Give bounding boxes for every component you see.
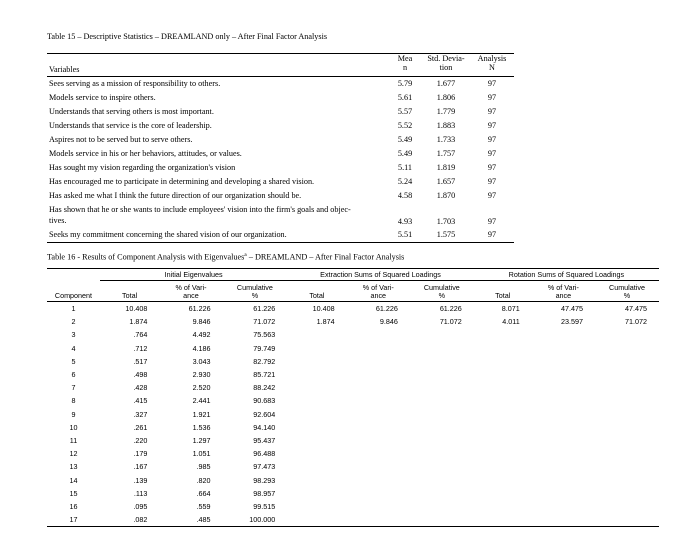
table-16-cell-rotation-cumulative: 47.475 xyxy=(625,304,647,314)
table-16-cell-component: 11 xyxy=(69,435,78,445)
table-16-cell-extraction-total xyxy=(287,487,346,500)
table-16-cell-rotation-pct xyxy=(532,473,595,486)
table-16-cell-initial-total: .764 xyxy=(133,330,148,340)
table-16-cell-rotation-cumulative xyxy=(595,500,659,513)
table-16-cell-rotation-total xyxy=(474,368,532,381)
table-16-cell-rotation-total: 8.071 xyxy=(501,304,520,314)
table-15-cell-variable: Has asked me what I think the future direction of our organization should be. xyxy=(49,191,302,200)
table-16-cell-extraction-cumulative xyxy=(410,408,474,421)
table-16-cell-initial-cumulative: 90.683 xyxy=(253,396,276,406)
table-16-header-extraction-total: Total xyxy=(287,281,346,302)
table-16-cell-extraction-cumulative xyxy=(410,342,474,355)
table-16-cell-rotation-cumulative xyxy=(595,460,659,473)
table-16-cell-rotation-cumulative xyxy=(595,421,659,434)
table-15-cell-analysis-n: 97 xyxy=(487,121,497,130)
table-16-cell-initial-total: .179 xyxy=(133,449,148,459)
table-16-caption-superscript: a xyxy=(244,252,247,258)
table-row xyxy=(47,203,514,228)
table-15-descriptive-statistics xyxy=(47,53,514,243)
table-15-cell-mean: 5.49 xyxy=(397,135,413,144)
table-16-cell-initial-cumulative: 94.140 xyxy=(253,422,276,432)
table-16-cell-initial-cumulative: 85.721 xyxy=(253,370,276,380)
table-16-header-initial-total: Total xyxy=(100,281,159,302)
table-16-cell-rotation-pct xyxy=(532,328,595,341)
table-16-cell-rotation-pct xyxy=(532,408,595,421)
table-16-cell-extraction-total xyxy=(287,368,346,381)
table-16-cell-extraction-cumulative xyxy=(410,487,474,500)
table-16-cell-extraction-pct xyxy=(347,355,410,368)
table-15-cell-variable: Understands that serving others is most important. xyxy=(49,107,214,116)
table-15-header-analysis-n xyxy=(470,54,514,77)
table-16-cell-rotation-cumulative xyxy=(595,434,659,447)
table-16-cell-rotation-total xyxy=(474,394,532,407)
table-16-cell-extraction-total xyxy=(287,381,346,394)
table-16-cell-extraction-pct xyxy=(347,513,410,527)
table-16-cell-component: 3 xyxy=(71,330,76,340)
cum-line2: % xyxy=(251,291,259,300)
table-16-cell-initial-total: .095 xyxy=(133,501,148,511)
table-16-cell-extraction-total xyxy=(287,513,346,527)
table-16-cell-rotation-total xyxy=(474,421,532,434)
table-16-cell-initial-total: .220 xyxy=(133,435,148,445)
table-row xyxy=(47,189,514,203)
table-15-cell-std-deviation: 1.677 xyxy=(436,79,456,88)
table-16-cell-initial-cumulative: 92.604 xyxy=(253,409,276,419)
table-15-cell-mean: 5.79 xyxy=(397,79,413,88)
table-15-cell-analysis-n: 97 xyxy=(487,93,497,102)
table-15-head xyxy=(47,54,514,77)
table-row xyxy=(47,460,659,473)
table-16-cell-rotation-total xyxy=(474,328,532,341)
table-row xyxy=(47,513,659,527)
table-15-cell-mean: 5.61 xyxy=(397,93,413,102)
table-16-cell-initial-total: .415 xyxy=(133,396,148,406)
table-15-cell-variable: Understands that service is the core of leadership. xyxy=(49,121,212,130)
table-15-cell-std-deviation: 1.819 xyxy=(436,163,456,172)
table-16-header-rotation-total: Total xyxy=(474,281,532,302)
table-15-cell-variable: Has sought my vision regarding the organization's vision xyxy=(49,163,236,172)
table-15-cell-std-deviation: 1.733 xyxy=(436,135,456,144)
table-16-cell-rotation-cumulative xyxy=(595,328,659,341)
table-16-cell-rotation-total xyxy=(474,513,532,527)
table-16-cell-extraction-cumulative xyxy=(410,513,474,527)
pct-line2: ance xyxy=(370,291,387,300)
table-16-cell-rotation-total xyxy=(474,355,532,368)
cum-line1: Cumulative xyxy=(236,283,273,292)
table-16-cell-initial-pct: .664 xyxy=(196,488,211,498)
pct-line1: % of Vari- xyxy=(362,283,394,292)
table-16-cell-initial-total: .498 xyxy=(133,370,148,380)
table-15-cell-analysis-n: 97 xyxy=(487,107,497,116)
table-15-cell-analysis-n: 97 xyxy=(487,191,497,200)
table-row xyxy=(47,500,659,513)
table-16-cell-extraction-total xyxy=(287,473,346,486)
table-16-cell-extraction-pct xyxy=(347,500,410,513)
table-16-caption-tail: – DREAMLAND – After Final Factor Analysis xyxy=(246,252,405,262)
table-16-cell-initial-cumulative: 99.515 xyxy=(253,501,276,511)
table-16-header-extraction-pct-variance xyxy=(347,281,410,302)
table-row xyxy=(47,228,514,243)
table-16-cell-extraction-pct xyxy=(347,368,410,381)
table-16-cell-extraction-cumulative xyxy=(410,368,474,381)
table-16-cell-initial-total: .428 xyxy=(133,383,148,393)
table-15-cell-std-deviation: 1.870 xyxy=(436,191,456,200)
table-16-cell-component: 9 xyxy=(71,409,76,419)
table-16-cell-extraction-pct: 9.846 xyxy=(379,317,398,327)
table-16-cell-initial-total: .167 xyxy=(133,462,148,472)
table-16-cell-rotation-total xyxy=(474,408,532,421)
table-row xyxy=(47,133,514,147)
table-15-header-mean xyxy=(388,54,422,77)
table-row xyxy=(47,342,659,355)
table-16-cell-extraction-cumulative xyxy=(410,473,474,486)
table-16-cell-rotation-cumulative xyxy=(595,342,659,355)
table-16-cell-extraction-total xyxy=(287,342,346,355)
table-16-cell-initial-cumulative: 88.242 xyxy=(253,383,276,393)
table-16-cell-rotation-cumulative xyxy=(595,355,659,368)
table-16-cell-initial-pct: 2.520 xyxy=(192,383,211,393)
table-16-group-rotation-sums: Rotation Sums of Squared Loadings xyxy=(474,269,659,281)
table-16-cell-extraction-total xyxy=(287,355,346,368)
table-16-cell-rotation-pct xyxy=(532,342,595,355)
table-row xyxy=(47,394,659,407)
table-16-header-extraction-cumulative xyxy=(410,281,474,302)
table-16-cell-rotation-pct xyxy=(532,421,595,434)
table-15-header-variables: Variables xyxy=(47,54,388,77)
table-15-cell-mean: 5.24 xyxy=(397,177,413,186)
table-16-cell-initial-total: .139 xyxy=(133,475,148,485)
table-16-cell-extraction-total xyxy=(287,434,346,447)
table-16-cell-rotation-cumulative: 71.072 xyxy=(625,317,647,327)
table-15-cell-std-deviation: 1.575 xyxy=(422,228,470,243)
table-16-cell-extraction-total xyxy=(287,447,346,460)
table-16-cell-component: 12 xyxy=(69,449,78,459)
table-16-cell-extraction-total xyxy=(287,421,346,434)
table-row xyxy=(47,487,659,500)
table-16-cell-component: 4 xyxy=(71,343,76,353)
table-16-component-analysis xyxy=(47,268,659,527)
table-16-cell-initial-pct: 2.930 xyxy=(192,370,211,380)
table-row xyxy=(47,447,659,460)
table-row xyxy=(47,434,659,447)
table-16-cell-component: 14 xyxy=(69,475,78,485)
table-16-cell-rotation-pct xyxy=(532,394,595,407)
table-16-cell-extraction-total xyxy=(287,460,346,473)
table-16-cell-component: 17 xyxy=(47,513,100,527)
table-16-cell-component: 1 xyxy=(71,304,76,314)
table-16-cell-initial-pct: .559 xyxy=(196,501,211,511)
table-row xyxy=(47,408,659,421)
table-16-cell-rotation-pct xyxy=(532,500,595,513)
table-16-caption xyxy=(47,250,404,263)
table-15-header-sd-line1: Std. Devia- xyxy=(427,54,465,63)
table-16-cell-rotation-pct xyxy=(532,447,595,460)
table-15-cell-mean: 5.52 xyxy=(397,121,413,130)
table-16-group-initial-eigenvalues: Initial Eigenvalues xyxy=(100,269,287,281)
table-16-cell-initial-total: .517 xyxy=(133,356,148,366)
table-16-cell-extraction-pct xyxy=(347,342,410,355)
table-row xyxy=(47,421,659,434)
pct-line2: ance xyxy=(183,291,199,300)
table-16-cell-component: 8 xyxy=(71,396,76,406)
table-15-header-sd-line2: tion xyxy=(439,62,453,72)
table-16-cell-extraction-pct xyxy=(347,421,410,434)
table-16-cell-initial-pct: .820 xyxy=(196,475,211,485)
table-row xyxy=(47,105,514,119)
table-16-cell-rotation-cumulative xyxy=(595,473,659,486)
table-16-cell-extraction-cumulative xyxy=(410,460,474,473)
table-16-cell-extraction-cumulative xyxy=(410,500,474,513)
table-16-caption-main: Table 16 - Results of Component Analysis with Eigenvalues xyxy=(47,252,245,262)
table-16-cell-initial-cumulative: 98.293 xyxy=(253,475,276,485)
table-16-cell-initial-cumulative: 100.000 xyxy=(223,513,288,527)
table-16-cell-component: 7 xyxy=(71,383,76,393)
table-15-caption: Table 15 – Descriptive Statistics – DREAMLAND only – After Final Factor Analysis xyxy=(47,32,328,41)
table-16-cell-rotation-total xyxy=(474,342,532,355)
table-16-cell-initial-total: 10.408 xyxy=(125,304,148,314)
cum-line1: Cumulative xyxy=(423,283,460,292)
table-16-cell-extraction-pct xyxy=(347,408,410,421)
cum-line1: Cumulative xyxy=(609,283,645,292)
cum-line2: % xyxy=(623,291,631,300)
table-row xyxy=(47,368,659,381)
table-16-header-initial-cumulative xyxy=(223,281,288,302)
table-15-cell-mean: 5.11 xyxy=(397,163,413,172)
table-16-cell-rotation-cumulative xyxy=(595,487,659,500)
table-16-cell-extraction-total xyxy=(287,408,346,421)
table-16-cell-component: 5 xyxy=(71,356,76,366)
table-15-cell-analysis-n: 97 xyxy=(487,217,497,226)
table-16-cell-rotation-pct xyxy=(532,434,595,447)
table-16-cell-initial-cumulative: 61.226 xyxy=(253,304,276,314)
table-16-cell-extraction-cumulative xyxy=(410,394,474,407)
table-16-cell-extraction-cumulative xyxy=(410,381,474,394)
table-16-cell-initial-pct: 1.297 xyxy=(192,435,211,445)
table-row xyxy=(47,473,659,486)
table-16-cell-rotation-total xyxy=(474,381,532,394)
table-row xyxy=(47,119,514,133)
table-16-cell-extraction-cumulative xyxy=(410,328,474,341)
table-16-cell-initial-cumulative: 82.792 xyxy=(253,356,276,366)
table-16-cell-extraction-pct xyxy=(347,447,410,460)
table-15-header-mean-line1: Mea xyxy=(397,54,413,63)
table-16-cell-initial-cumulative: 75.563 xyxy=(253,330,276,340)
table-16-cell-initial-total: .113 xyxy=(133,488,148,498)
table-15-cell-analysis-n: 97 xyxy=(487,149,497,158)
table-16-cell-initial-pct: 1.921 xyxy=(192,409,211,419)
table-15-cell-analysis-n: 97 xyxy=(487,79,497,88)
table-16-cell-initial-pct: 4.186 xyxy=(192,343,211,353)
table-16-cell-rotation-pct xyxy=(532,487,595,500)
table-row xyxy=(47,161,514,175)
table-16-cell-rotation-pct xyxy=(532,381,595,394)
table-16-cell-extraction-total xyxy=(287,500,346,513)
table-15-cell-mean: 5.51 xyxy=(388,228,422,243)
table-15-cell-std-deviation: 1.779 xyxy=(436,107,456,116)
table-16-cell-extraction-pct xyxy=(347,328,410,341)
table-15-header-std-deviation xyxy=(422,54,470,77)
table-16-cell-initial-pct: 9.846 xyxy=(192,317,211,327)
table-16-cell-extraction-total xyxy=(287,328,346,341)
table-15-cell-variable: Models service in his or her behaviors, attitudes, or values. xyxy=(49,149,242,158)
table-15-header-n-line2: N xyxy=(489,62,495,72)
table-16-cell-extraction-pct xyxy=(347,473,410,486)
table-16-cell-rotation-cumulative xyxy=(595,368,659,381)
table-row xyxy=(47,328,659,341)
table-16-cell-rotation-total xyxy=(474,447,532,460)
table-16-cell-initial-pct: 4.492 xyxy=(192,330,211,340)
table-16-cell-component: 6 xyxy=(71,370,76,380)
table-15-cell-std-deviation: 1.657 xyxy=(436,177,456,186)
table-16-cell-rotation-total xyxy=(474,473,532,486)
table-16-subheader-row xyxy=(47,281,659,302)
table-16-cell-initial-pct: 1.536 xyxy=(192,422,211,432)
table-16-cell-initial-total: .082 xyxy=(100,513,159,527)
table-15-body xyxy=(47,77,514,243)
table-16-cell-extraction-cumulative: 71.072 xyxy=(439,317,462,327)
table-16-cell-extraction-pct xyxy=(347,460,410,473)
table-15-cell-mean: 5.49 xyxy=(397,149,413,158)
table-16-cell-initial-pct: 61.226 xyxy=(188,304,211,314)
pct-line2: ance xyxy=(555,291,572,300)
table-15-cell-std-deviation: 1.757 xyxy=(436,149,456,158)
table-16-cell-component: 15 xyxy=(69,488,78,498)
table-16-cell-extraction-total: 10.408 xyxy=(312,304,335,314)
table-16-cell-initial-total: .327 xyxy=(133,409,148,419)
table-16-cell-rotation-cumulative xyxy=(595,447,659,460)
table-16-cell-initial-cumulative: 97.473 xyxy=(253,462,276,472)
table-16-header-rotation-pct-variance xyxy=(532,281,595,302)
cum-line2: % xyxy=(438,291,446,300)
table-16-cell-extraction-pct: 61.226 xyxy=(375,304,398,314)
pct-line1: % of Vari- xyxy=(547,283,579,292)
table-row xyxy=(47,77,514,92)
table-16-header-initial-pct-variance xyxy=(159,281,222,302)
table-15-cell-mean: 4.58 xyxy=(397,191,413,200)
table-16-cell-rotation-pct: 47.475 xyxy=(560,304,583,314)
table-16-header-component: Component xyxy=(47,281,100,302)
table-16-cell-rotation-total: 4.011 xyxy=(502,317,520,327)
table-16-cell-extraction-cumulative xyxy=(410,434,474,447)
table-16-cell-rotation-cumulative xyxy=(595,513,659,527)
table-16-cell-initial-pct: .985 xyxy=(196,462,211,472)
table-16-body xyxy=(47,302,659,527)
table-16-cell-extraction-pct xyxy=(347,434,410,447)
table-16-cell-extraction-cumulative xyxy=(410,355,474,368)
table-16-header-rotation-cumulative xyxy=(595,281,659,302)
table-16-group-spacer xyxy=(47,269,100,281)
table-15-cell-analysis-n: 97 xyxy=(487,177,497,186)
table-16-cell-component: 2 xyxy=(71,317,76,327)
table-16-cell-initial-pct: 2.441 xyxy=(192,396,211,406)
table-16-cell-rotation-cumulative xyxy=(595,381,659,394)
table-15-header-n-line1: Analysis xyxy=(477,54,507,63)
table-16-cell-initial-pct: .485 xyxy=(159,513,222,527)
table-16-cell-rotation-total xyxy=(474,460,532,473)
table-15-cell-variable: Sees serving as a mission of responsibility to others. xyxy=(49,79,221,88)
table-16-cell-initial-cumulative: 71.072 xyxy=(253,317,276,327)
table-16-cell-component: 10 xyxy=(69,422,78,432)
table-16-cell-extraction-cumulative xyxy=(410,421,474,434)
table-16-cell-extraction-total: 1.874 xyxy=(316,317,335,327)
table-16-cell-initial-total: .261 xyxy=(133,422,148,432)
table-15-cell-analysis-n: 97 xyxy=(487,163,497,172)
table-15-cell-std-deviation: 1.883 xyxy=(436,121,456,130)
table-15-cell-variable: Has shown that he or she wants to include employees' vision into the firm's goals and objec- tives. xyxy=(49,205,351,225)
table-16-cell-extraction-pct xyxy=(347,394,410,407)
table-16-cell-extraction-cumulative xyxy=(410,447,474,460)
table-16-cell-initial-cumulative: 79.749 xyxy=(253,343,276,353)
table-15-header-mean-line2: n xyxy=(402,62,408,72)
table-15-header-row xyxy=(47,54,514,77)
table-16-cell-rotation-total xyxy=(474,500,532,513)
table-16-cell-initial-total: 1.874 xyxy=(129,317,148,327)
table-15-cell-variable: Models service to inspire others. xyxy=(49,93,156,102)
table-15-cell-analysis-n: 97 xyxy=(487,135,497,144)
table-16-cell-rotation-pct xyxy=(532,513,595,527)
table-row xyxy=(47,355,659,368)
table-16-cell-rotation-pct xyxy=(532,460,595,473)
table-16-group-extraction-sums: Extraction Sums of Squared Loadings xyxy=(287,269,474,281)
table-16-cell-extraction-pct xyxy=(347,487,410,500)
table-16-cell-rotation-cumulative xyxy=(595,394,659,407)
table-16-cell-rotation-pct xyxy=(532,368,595,381)
table-15-cell-variable: Has encouraged me to participate in determining and developing a shared vision. xyxy=(49,177,315,186)
table-16-cell-initial-cumulative: 96.488 xyxy=(253,449,276,459)
table-15-cell-mean: 4.93 xyxy=(397,217,413,226)
table-16-cell-initial-cumulative: 98.957 xyxy=(253,488,276,498)
table-row xyxy=(47,91,514,105)
table-15-cell-std-deviation: 1.806 xyxy=(436,93,456,102)
table-16-cell-extraction-total xyxy=(287,394,346,407)
table-row xyxy=(47,302,659,316)
table-16-cell-extraction-pct xyxy=(347,381,410,394)
table-16-cell-initial-pct: 3.043 xyxy=(192,356,211,366)
table-16-head xyxy=(47,269,659,302)
table-16-cell-rotation-cumulative xyxy=(595,408,659,421)
table-16-cell-initial-total: .712 xyxy=(133,343,148,353)
table-16-cell-initial-pct: 1.051 xyxy=(192,449,211,459)
table-16-cell-component: 13 xyxy=(69,462,78,472)
table-15-cell-variable: Seeks my commitment concerning the shared vision of our organization. xyxy=(47,228,388,243)
table-15-cell-mean: 5.57 xyxy=(397,107,413,116)
table-row xyxy=(47,381,659,394)
table-15-cell-std-deviation: 1.703 xyxy=(436,217,456,226)
table-16-cell-rotation-pct xyxy=(532,355,595,368)
table-16-cell-initial-cumulative: 95.437 xyxy=(253,435,276,445)
table-16-cell-rotation-pct: 23.597 xyxy=(560,317,583,327)
table-row xyxy=(47,147,514,161)
pct-line1: % of Vari- xyxy=(175,283,207,292)
table-15-cell-variable: Aspires not to be served but to serve others. xyxy=(49,135,193,144)
table-16-cell-extraction-cumulative: 61.226 xyxy=(439,304,462,314)
table-row xyxy=(47,315,659,328)
table-row xyxy=(47,175,514,189)
table-16-cell-rotation-total xyxy=(474,487,532,500)
table-16-cell-rotation-total xyxy=(474,434,532,447)
table-15-cell-analysis-n: 97 xyxy=(470,228,514,243)
table-16-group-header-row xyxy=(47,269,659,281)
table-16-cell-component: 16 xyxy=(69,501,78,511)
